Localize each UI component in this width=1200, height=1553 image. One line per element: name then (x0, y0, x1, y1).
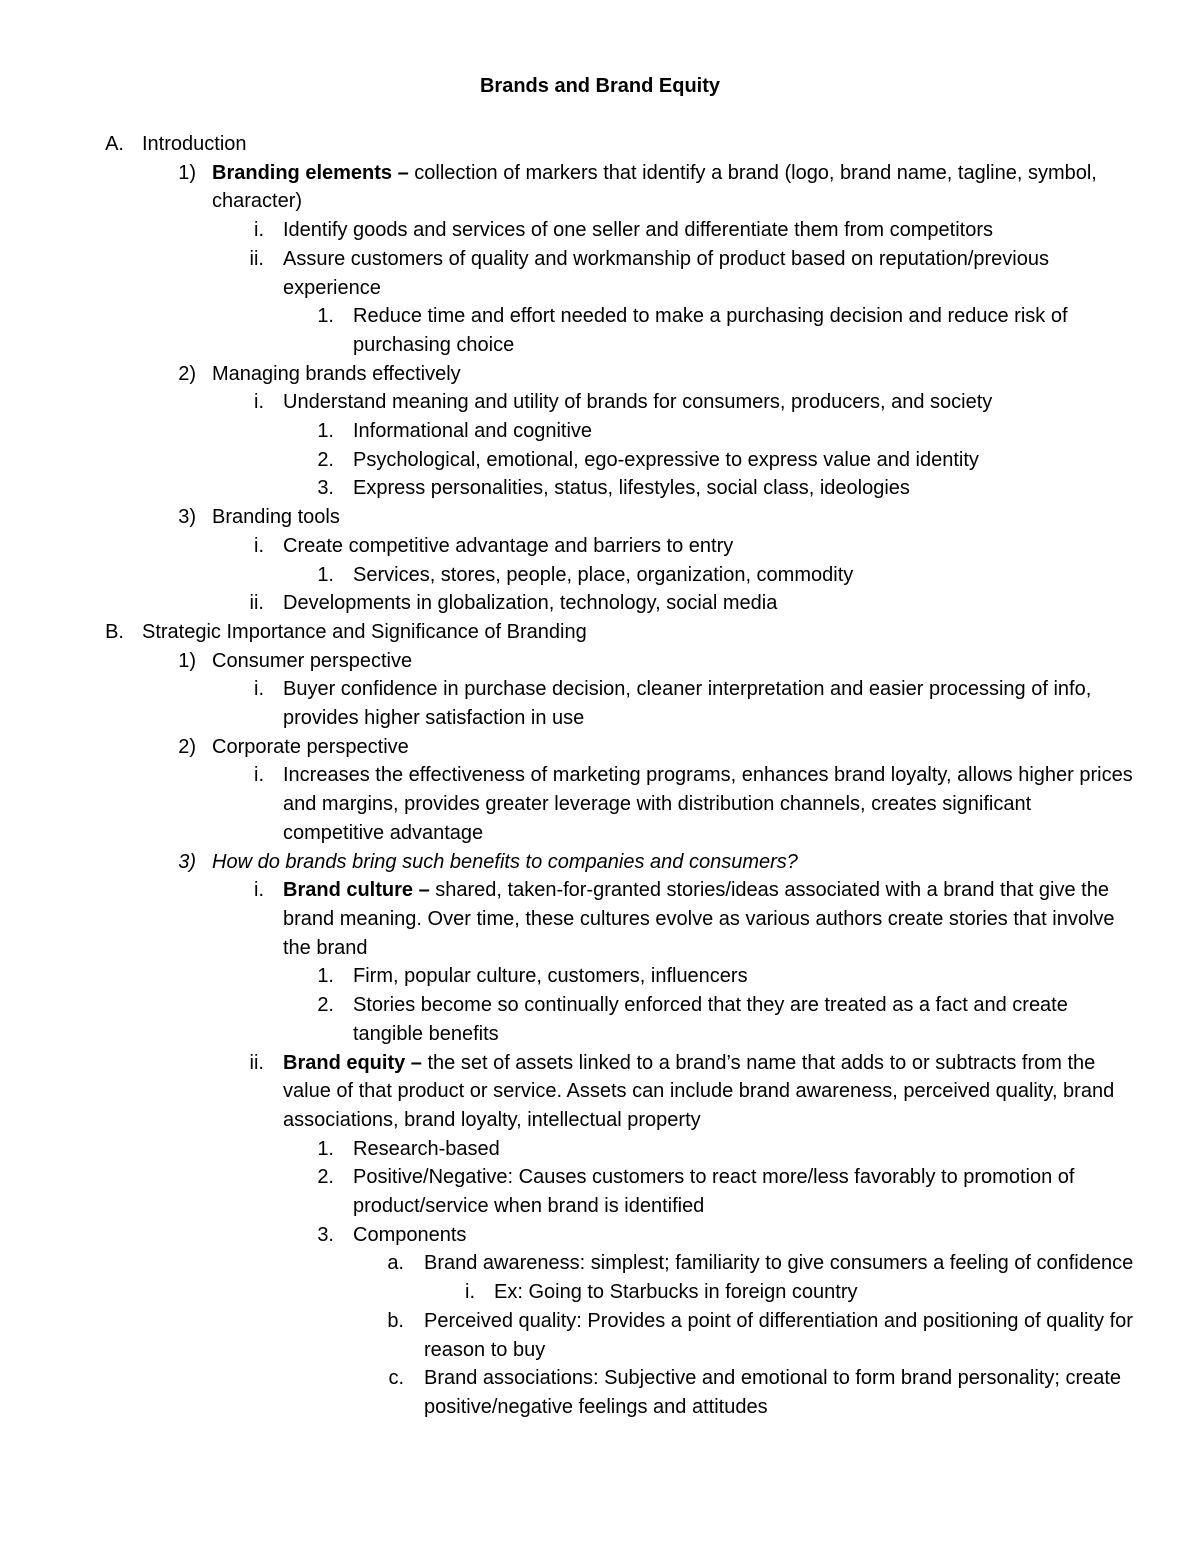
item-marker: B. (105, 620, 124, 643)
item-body: Psychological, emotional, ego-expressive to express value and identity (353, 448, 979, 471)
outline-item (0, 589, 1200, 618)
item-text (212, 733, 1135, 762)
item-text (353, 417, 1135, 446)
item-text (142, 130, 1135, 159)
item-marker: A. (105, 133, 124, 155)
item-text (424, 1249, 1135, 1278)
item-text (212, 159, 1135, 216)
item-marker: ii. (249, 592, 264, 615)
outline-item (0, 216, 1200, 245)
item-text (283, 589, 1135, 618)
item-text (353, 302, 1135, 359)
outline-item (0, 1221, 1200, 1250)
item-marker: 3. (317, 1223, 334, 1246)
item-text (212, 360, 1135, 389)
item-body: Strategic Importance and Significance of Branding (142, 620, 587, 643)
item-marker: 1. (317, 563, 334, 586)
item-text (353, 991, 1135, 1048)
item-body: Buyer confidence in purchase decision, cleaner interpretation and easier processing of info, provides higher satisfaction in use (283, 678, 1092, 730)
item-body: Positive/Negative: Causes customers to react more/less favorably to promotion of product/service when brand is identified (353, 1166, 1075, 1218)
item-text (212, 503, 1135, 532)
item-text (494, 1278, 1135, 1307)
item-marker: 1) (178, 161, 196, 184)
item-text (283, 761, 1135, 847)
outline-item (0, 1135, 1200, 1164)
item-text (283, 876, 1135, 962)
item-text (353, 1221, 1135, 1250)
item-marker: 2. (317, 994, 334, 1017)
outline-item (0, 991, 1200, 1048)
item-marker: i. (254, 534, 264, 557)
item-marker: i. (465, 1281, 475, 1304)
item-marker: 2) (178, 362, 196, 385)
item-body: the set of assets linked to a brand’s name that adds to or subtracts from the value of that product or service. Assets can include brand awareness, perceived quality, brand associations, brand loyalty, intellectual property (283, 1051, 1115, 1131)
item-marker: i. (254, 391, 264, 414)
item-marker: 1. (317, 1137, 334, 1160)
outline-item (0, 962, 1200, 991)
item-marker: ii. (249, 1051, 264, 1074)
item-marker: a. (387, 1252, 404, 1275)
outline-item (0, 1249, 1200, 1278)
item-body: Firm, popular culture, customers, influencers (353, 965, 748, 988)
item-body: Brand associations: Subjective and emotional to form brand personality; create positive/negative feelings and attitudes (424, 1367, 1122, 1418)
outline-item (0, 561, 1200, 590)
item-text (353, 1163, 1135, 1220)
item-marker: 1) (178, 649, 196, 672)
item-body: Express personalities, status, lifestyles, social class, ideologies (353, 477, 910, 500)
item-body: shared, taken-for-granted stories/ideas associated with a brand that give the brand meaning. Over time, these cultures evolve as various authors create stories that involve the brand (283, 879, 1115, 959)
outline-item (0, 733, 1200, 762)
document-title: Brands and Brand Equity (479, 75, 721, 97)
item-text (283, 532, 1135, 561)
outline-item (0, 130, 1200, 159)
item-text (142, 618, 1135, 647)
item-marker: 3) (178, 850, 196, 873)
outline-list (0, 130, 1200, 1422)
item-body: Understand meaning and utility of brands for consumers, producers, and society (283, 391, 993, 414)
outline-item (0, 618, 1200, 647)
item-body: Research-based (353, 1137, 500, 1160)
item-marker: i. (254, 879, 264, 902)
item-text (283, 245, 1135, 302)
item-text (353, 1135, 1135, 1164)
item-marker: 3. (317, 477, 334, 500)
item-text (424, 1364, 1135, 1421)
outline-item (0, 1049, 1200, 1135)
item-marker: i. (254, 219, 264, 242)
item-text (353, 962, 1135, 991)
item-marker: i. (254, 678, 264, 701)
outline-item (0, 647, 1200, 676)
item-marker: 2. (317, 448, 334, 471)
item-body: Corporate perspective (212, 735, 409, 758)
item-text (353, 474, 1135, 503)
item-marker: 1. (317, 305, 334, 328)
outline-item (0, 761, 1200, 847)
outline-item (0, 474, 1200, 503)
item-body: Consumer perspective (212, 649, 413, 672)
item-body: Perceived quality: Provides a point of differentiation and positioning of quality for reason to buy (424, 1309, 1133, 1361)
outline-item (0, 388, 1200, 417)
item-marker: ii. (249, 247, 264, 270)
item-body: Ex: Going to Starbucks in foreign country (494, 1281, 858, 1304)
item-body: Introduction (142, 133, 247, 155)
item-body: Managing brands effectively (212, 362, 461, 385)
item-body: Stories become so continually enforced that they are treated as a fact and create tangible benefits (353, 994, 1068, 1045)
outline-item (0, 503, 1200, 532)
outline-item (0, 675, 1200, 732)
outline-item (0, 302, 1200, 359)
outline-item (0, 1364, 1200, 1421)
outline-item (0, 245, 1200, 302)
item-marker: 2) (178, 735, 196, 758)
item-body: collection of markers that identify a brand (logo, brand name, tagline, symbol, character) (212, 161, 1097, 213)
item-body: Informational and cognitive (353, 420, 593, 443)
item-marker: 1. (317, 965, 334, 988)
item-body: Identify goods and services of one seller and differentiate them from competitors (283, 219, 994, 242)
outline-item (0, 446, 1200, 475)
item-text (212, 647, 1135, 676)
item-marker: 2. (317, 1166, 334, 1189)
item-marker: c. (388, 1367, 404, 1390)
outline-item (0, 848, 1200, 877)
item-marker: b. (387, 1309, 404, 1332)
item-body: Brand awareness: simplest; familiarity to give consumers a feeling of confidence (424, 1252, 1134, 1275)
item-term: Branding elements – (212, 161, 409, 184)
item-body: Create competitive advantage and barriers to entry (283, 534, 734, 557)
item-marker: i. (254, 764, 264, 787)
item-term: Brand culture – (283, 879, 430, 902)
outline-item (0, 417, 1200, 446)
outline-item (0, 1163, 1200, 1220)
outline-item (0, 159, 1200, 216)
item-term: Brand equity – (283, 1051, 422, 1074)
item-text (283, 675, 1135, 732)
item-body: Reduce time and effort needed to make a purchasing decision and reduce risk of purchasing choice (353, 305, 1068, 356)
item-body: Developments in globalization, technology, social media (283, 592, 778, 615)
item-text (283, 388, 1135, 417)
item-body: Services, stores, people, place, organization, commodity (353, 563, 854, 586)
item-marker: 3) (178, 506, 196, 529)
outline-item (0, 1307, 1200, 1364)
item-body: Branding tools (212, 506, 340, 529)
outline-item (0, 1278, 1200, 1307)
item-marker: 1. (317, 420, 334, 443)
outline-item (0, 532, 1200, 561)
item-text (353, 446, 1135, 475)
item-text (353, 561, 1135, 590)
item-body: How do brands bring such benefits to companies and consumers? (212, 850, 798, 873)
item-body: Components (353, 1223, 467, 1246)
item-text (283, 216, 1135, 245)
item-text (283, 1049, 1135, 1135)
outline-item (0, 360, 1200, 389)
item-text (424, 1307, 1135, 1364)
outline-item (0, 876, 1200, 962)
item-text (212, 848, 1135, 877)
item-body: Assure customers of quality and workmanship of product based on reputation/previous experience (283, 247, 1049, 299)
item-body: Increases the effectiveness of marketing programs, enhances brand loyalty, allows higher prices and margins, provides greater leverage with distribution channels, creates significant competitive advantage (283, 764, 1133, 844)
